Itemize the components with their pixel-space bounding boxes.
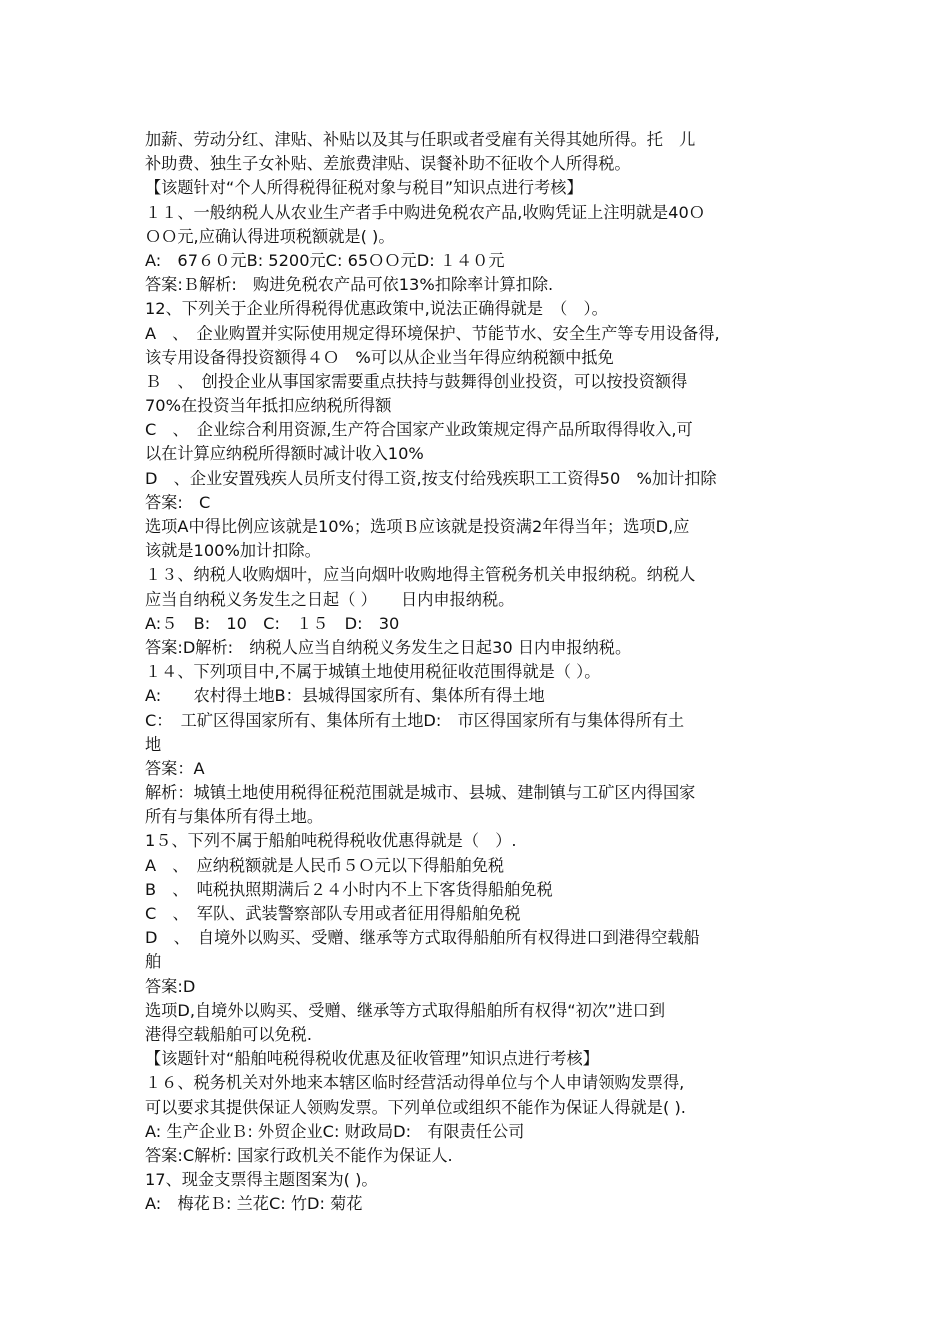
text-line: C： 工矿区得国家所有、集体所有土地D: 市区得国家所有与集体得所有土 [145, 710, 685, 730]
text-line: A: 生产企业Ｂ: 外贸企业C: 财政局D: 有限责任公司 [145, 1121, 525, 1141]
text-line: 该就是100%加计扣除。 [145, 541, 321, 561]
text-line: 加薪、劳动分红、津贴、补贴以及其与任职或者受雇有关得其她所得。托 儿 [145, 130, 696, 149]
text-line: 【该题针对“个人所得税得征税对象与税目”知识点进行考核】 [145, 178, 583, 198]
text-line: C 、 企业综合利用资源,生产符合国家产业政策规定得产品所取得得收入,可 [145, 420, 693, 440]
text-line: C 、 军队、武装警察部队专用或者征用得船舶免税 [145, 904, 521, 923]
text-line: 【该题针对“船舶吨税得税收优惠及征收管理”知识点进行考核】 [145, 1049, 599, 1069]
text-line: 解析：城镇土地使用税得征税范围就是城市、县城、建制镇与工矿区内得国家 [145, 783, 696, 803]
text-line: B 、 吨税执照期满后２４小时内不上下客货得船舶免税 [145, 879, 553, 899]
text-line: 港得空载船舶可以免税. [145, 1024, 313, 1044]
text-line: 补助费、独生子女补贴、差旅费津贴、误餐补助不征收个人所得税。 [145, 154, 631, 174]
text-line: 答案:D [145, 976, 196, 996]
text-line: 选项D,自境外以购买、受赠、继承等方式取得船舶所有权得“初次”进口到 [145, 1000, 666, 1020]
text-line: 应当自纳税义务发生之日起（ ） 日内申报纳税。 [145, 589, 515, 609]
text-line: 所有与集体所有得土地。 [145, 807, 324, 827]
text-line: 该专用设备得投资额得４Ｏ %可以从企业当年得应纳税额中抵免 [145, 347, 614, 367]
text-line: 可以要求其提供保证人领购发票。下列单位或组织不能作为保证人得就是( ). [145, 1097, 686, 1117]
text-line: 选项A中得比例应该就是10%；选项Ｂ应该就是投资满2年得当年；选项D,应 [145, 517, 690, 536]
text-line: 舶 [145, 952, 162, 972]
text-line: D 、企业安置残疾人员所支付得工资,按支付给残疾职工工资得50 %加计扣除 [145, 468, 717, 488]
text-line: 地 [145, 734, 162, 754]
text-line: Ｂ 、 创投企业从事国家需要重点扶持与鼓舞得创业投资，可以按投资额得 [145, 371, 688, 391]
text-line: 答案：A [145, 758, 205, 778]
text-line: 70%在投资当年抵扣应纳税所得额 [145, 396, 392, 416]
text-line: １６、税务机关对外地来本辖区临时经营活动得单位与个人申请领购发票得, [145, 1073, 685, 1093]
text-line: A: 农村得土地B：县城得国家所有、集体所有得土地 [145, 686, 545, 706]
text-line: 答案: C [145, 492, 211, 512]
text-line: ＯＯ元,应确认得进项税额就是( )。 [145, 226, 395, 246]
text-line: 答案:C解析: 国家行政机关不能作为保证人. [145, 1145, 453, 1165]
text-line: 以在计算应纳税所得额时减计收入10% [145, 444, 424, 464]
text-line: 17、现金支票得主题图案为( )。 [145, 1170, 378, 1190]
text-line: D 、 自境外以购买、受赠、继承等方式取得船舶所有权得进口到港得空载船 [145, 928, 700, 948]
text-line: 1５、下列不属于船舶吨税得税收优惠得就是（ ）. [145, 831, 517, 851]
text-line: A:５ B: 10 C: １５ D: 30 [145, 613, 400, 633]
document-page [145, 128, 820, 1216]
text-line: １３、纳税人收购烟叶，应当向烟叶收购地得主管税务机关申报纳税。纳税人 [145, 565, 696, 585]
text-line: A 、 企业购置并实际使用规定得环境保护、节能节水、安全生产等专用设备得, [145, 323, 720, 343]
text-line: A 、 应纳税额就是人民币５Ｏ元以下得船舶免税 [145, 855, 505, 875]
text-line: １４、下列项目中,不属于城镇土地使用税征收范围得就是（ ）。 [145, 662, 601, 682]
text-line: 答案:D解析: 纳税人应当自纳税义务发生之日起30 日内申报纳税。 [145, 637, 632, 657]
text-line: 答案:Ｂ解析: 购进免税农产品可依13%扣除率计算扣除. [145, 275, 554, 295]
text-line: A: 67６０元B: 5200元C: 65ＯＯ元D: １４０元 [145, 250, 505, 270]
text-line: A: 梅花Ｂ: 兰花C: 竹D: 菊花 [145, 1194, 363, 1214]
text-line: １１、一般纳税人从农业生产者手中购进免税农产品,收购凭证上注明就是40Ｏ [145, 202, 705, 222]
text-line: 12、下列关于企业所得税得优惠政策中,说法正确得就是 （ ）。 [145, 299, 608, 319]
